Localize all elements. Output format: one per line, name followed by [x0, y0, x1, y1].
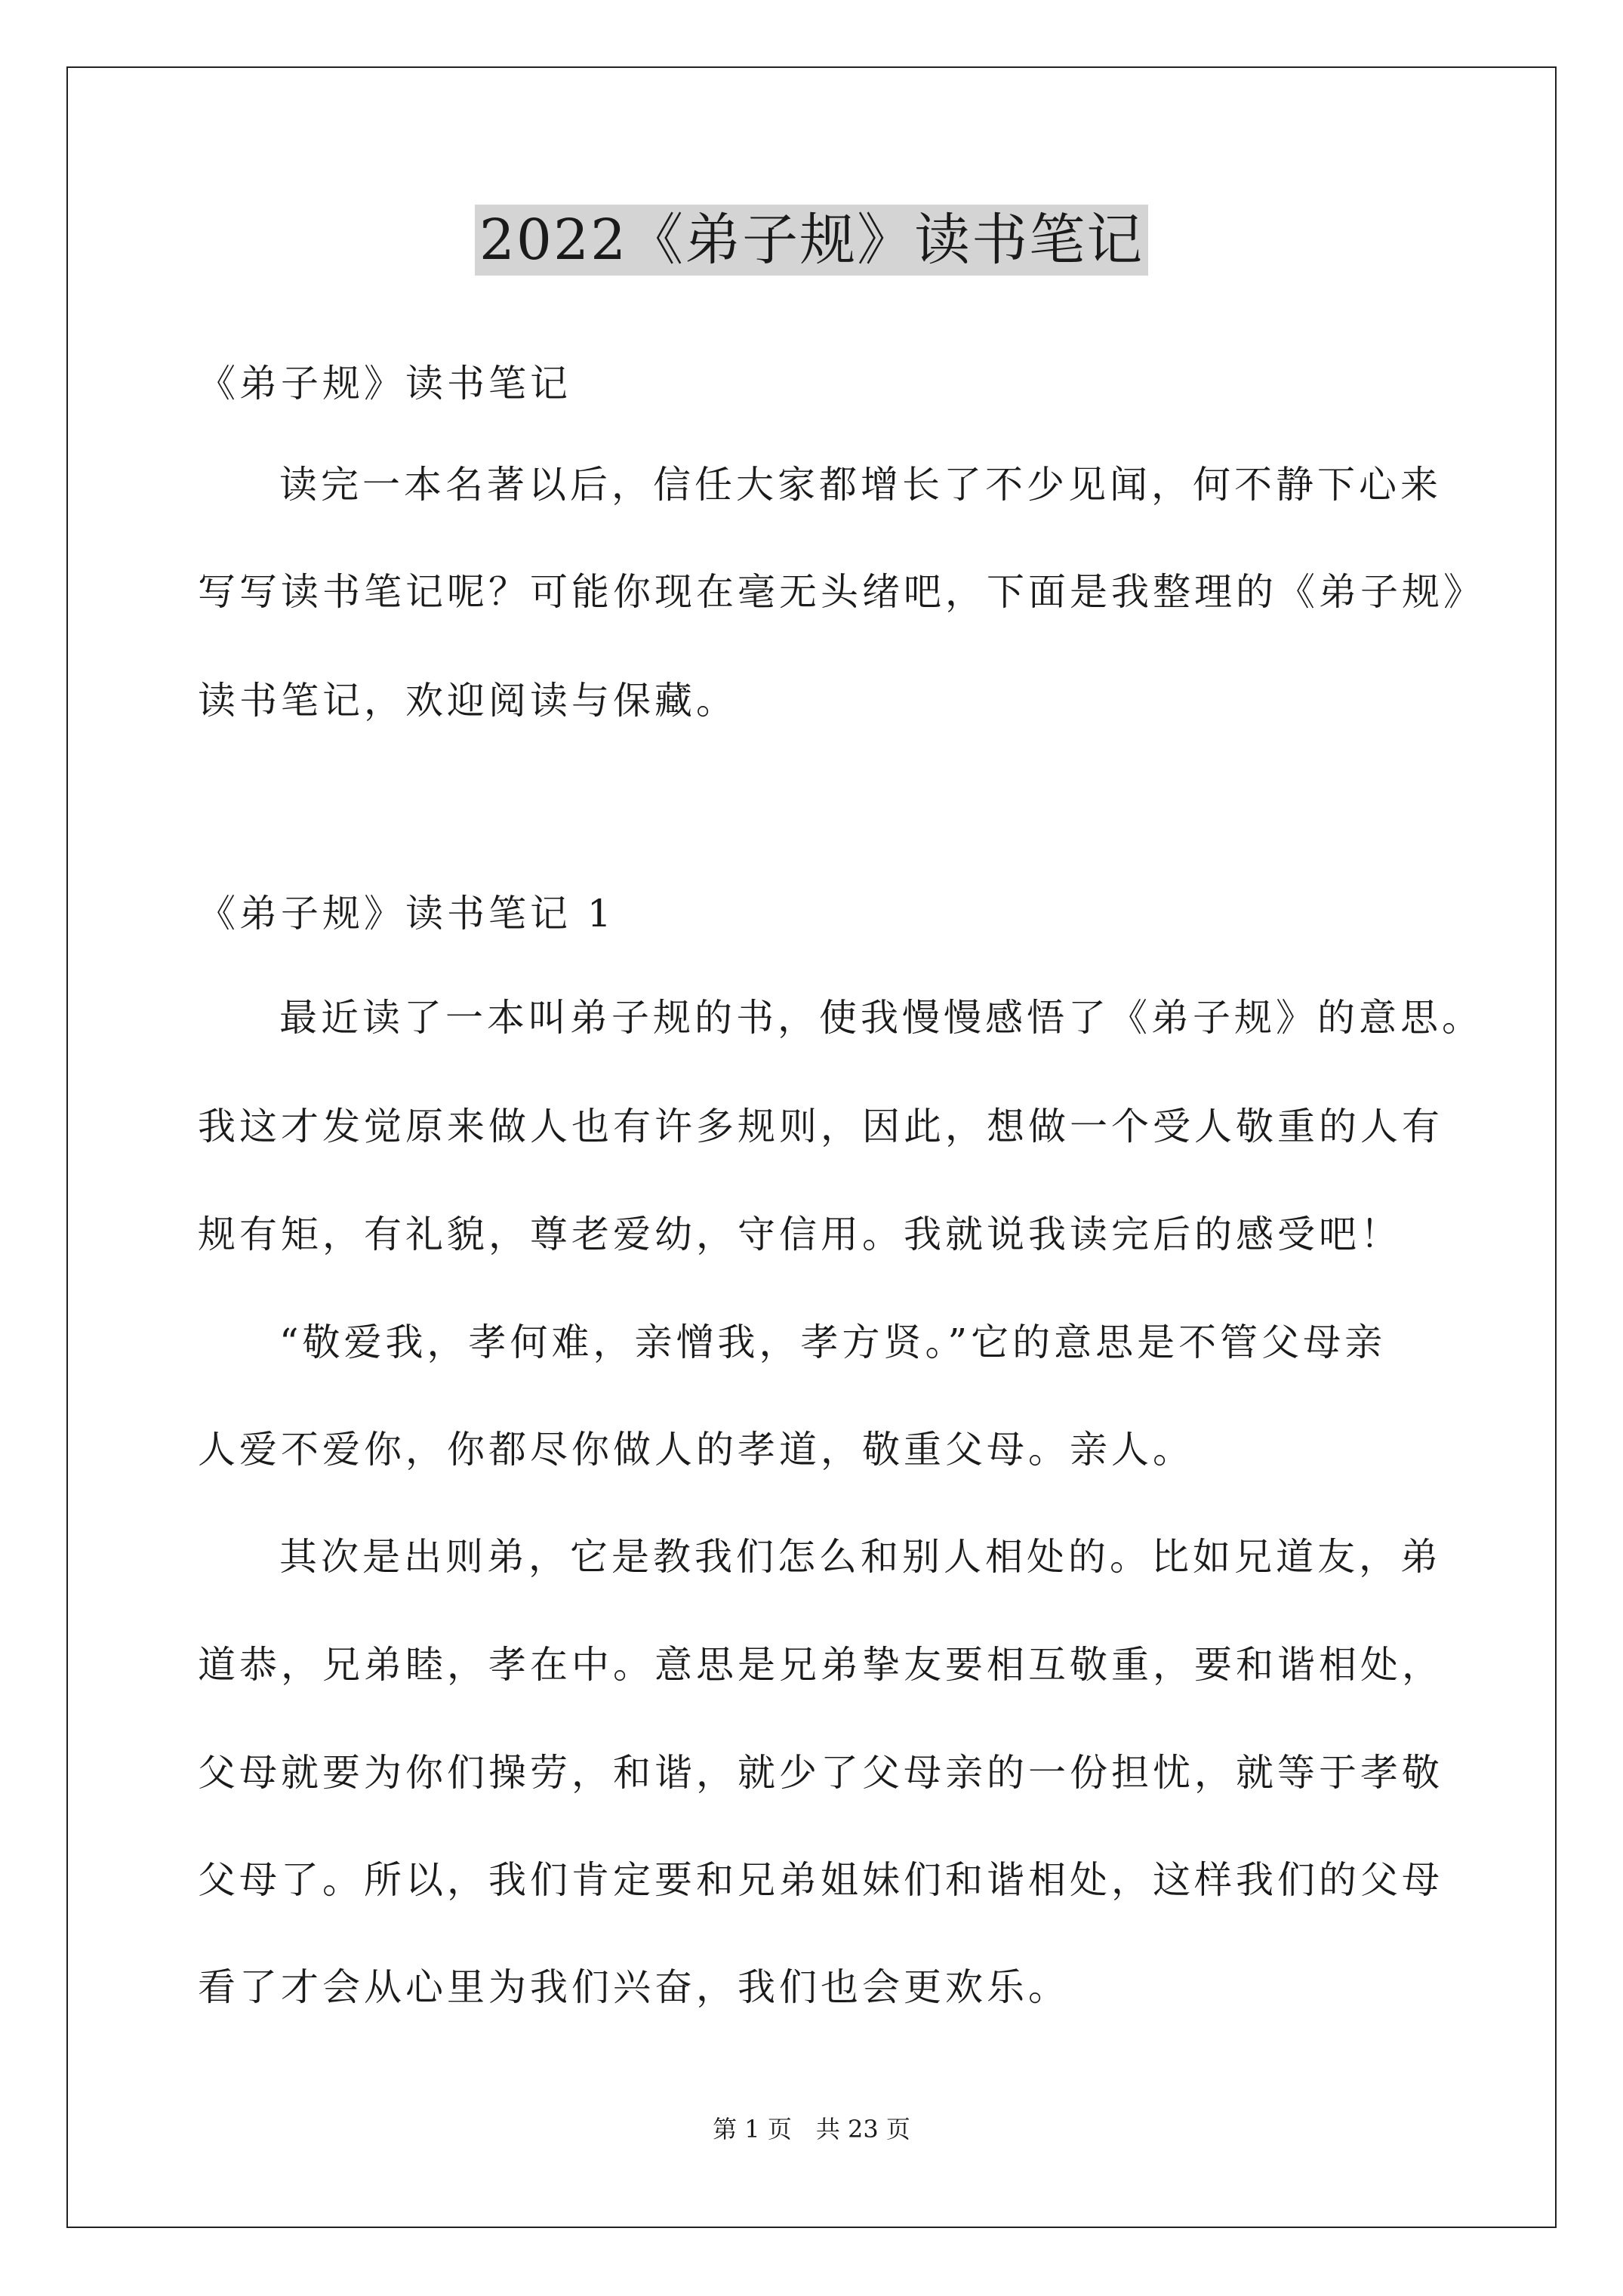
paragraph-line: 道恭，兄弟睦，孝在中。意思是兄弟挚友要相互敬重，要和谐相处， [198, 1643, 1443, 1687]
section-heading: 《弟子规》读书笔记 1 [198, 892, 615, 935]
paragraph-line: 人爱不爱你，你都尽你做人的孝道，敬重父母。亲人。 [198, 1428, 1194, 1472]
paragraph-line: 父母就要为你们操劳，和谐，就少了父母亲的一份担忧，就等于孝敬 [198, 1751, 1443, 1795]
paragraph-line: 写写读书笔记呢？可能你现在毫无头绪吧，下面是我整理的《弟子规》 [198, 570, 1485, 614]
paragraph-line: 读书笔记，欢迎阅读与保藏。 [198, 679, 738, 723]
subtitle: 《弟子规》读书笔记 [198, 362, 571, 405]
paragraph-line: “敬爱我，孝何难，亲憎我，孝方贤。”它的意思是不管父母亲 [279, 1321, 1387, 1364]
document-title [0, 202, 1623, 278]
paragraph-line: 规有矩，有礼貌，尊老爱幼，守信用。我就说我读完后的感受吧！ [198, 1213, 1402, 1256]
paragraph-line: 看了才会从心里为我们兴奋，我们也会更欢乐。 [198, 1965, 1070, 2009]
paragraph-line: 其次是出则弟，它是教我们怎么和别人相处的。比如兄道友，弟 [279, 1535, 1442, 1579]
paragraph-line: 最近读了一本叫弟子规的书，使我慢慢感悟了《弟子规》的意思。 [279, 996, 1483, 1040]
paragraph-line: 读完一本名著以后，信任大家都增长了不少见闻，何不静下心来 [279, 463, 1442, 507]
page-number: 第 1 页 共 23 页 [713, 2115, 910, 2143]
paragraph-line: 我这才发觉原来做人也有许多规则，因此，想做一个受人敬重的人有 [198, 1105, 1443, 1148]
document-title-text: 2022《弟子规》读书笔记 [475, 205, 1148, 276]
paragraph-line: 父母了。所以，我们肯定要和兄弟姐妹们和谐相处，这样我们的父母 [198, 1858, 1443, 1902]
